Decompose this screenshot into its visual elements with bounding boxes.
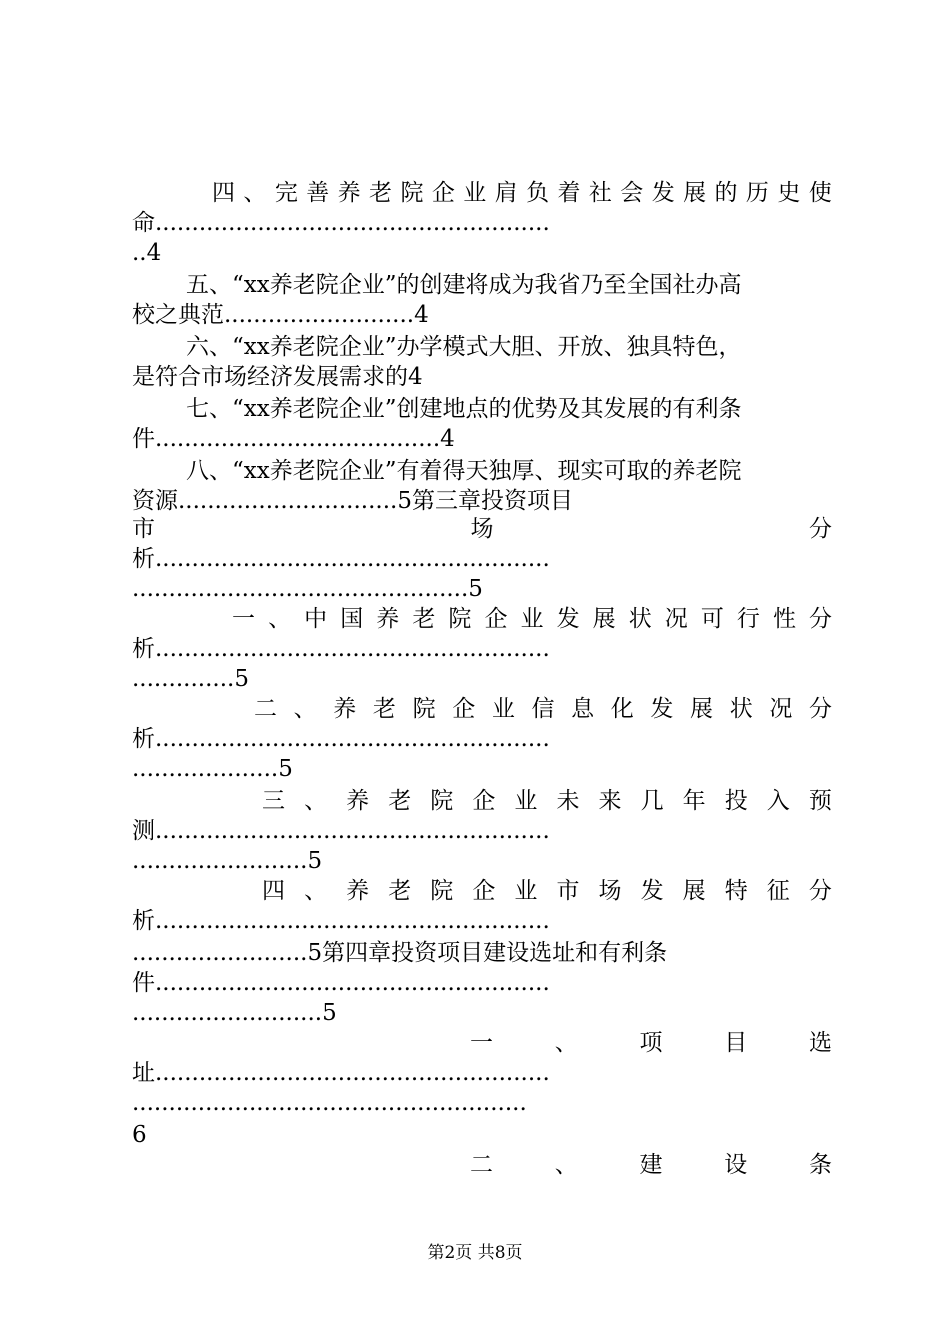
toc-3-3-line-2: 测...................................................... [132, 818, 550, 844]
toc-entry-6-line-1: 六、“xx养老院企业”办学模式大胆、开放、独具特色， [186, 334, 742, 360]
chapter-3-dots-line-2: ..............................................5 [132, 576, 483, 602]
toc-3-3-line-3: ........................5 [132, 848, 323, 874]
toc-entry-5-line-1: 五、“xx养老院企业”的创建将成为我省乃至全国社办高 [186, 272, 742, 298]
chapter-3-title-line: 市 场 分 [132, 516, 832, 542]
toc-3-1-line-1: 一 、 中 国 养 老 院 企 业 发 展 状 况 可 行 性 分 [232, 606, 832, 632]
toc-3-4-line-3: ........................5第四章投资项目建设选址和有利条 [132, 940, 668, 966]
toc-entry-5-line-2: 校之典范..........................4 [132, 302, 429, 328]
toc-entry-4-line-1: 四 、 完 善 养 老 院 企 业 肩 负 着 社 会 发 展 的 历 史 使 [212, 180, 832, 206]
toc-entry-8-line-2: 资源..............................5第三章投资项目 [132, 488, 573, 514]
chapter-4-dots-line-1: 件...................................................... [132, 970, 550, 996]
toc-3-1-line-2: 析...................................................... [132, 636, 550, 662]
toc-4-1-line-1: 一 、 项 目 选 [470, 1030, 832, 1056]
toc-4-1-line-3: ...................................................... [132, 1090, 527, 1116]
toc-3-3-line-1: 三 、 养 老 院 企 业 未 来 几 年 投 入 预 [262, 788, 832, 814]
toc-entry-4-line-3: ..4 [132, 240, 162, 266]
page-footer: 第2页 共8页 [427, 1243, 523, 1263]
toc-entry-7-line-2: 件.......................................4 [132, 426, 455, 452]
toc-entry-8-line-1: 八、“xx养老院企业”有着得天独厚、现实可取的养老院 [186, 458, 742, 484]
toc-entry-4-line-2: 命...................................................... [132, 210, 550, 236]
toc-3-1-line-3: ..............5 [132, 666, 249, 692]
toc-3-2-line-3: ....................5 [132, 756, 293, 782]
chapter-3-dots-line-1: 析...................................................... [132, 546, 550, 572]
toc-4-1-line-2: 址...................................................... [132, 1060, 550, 1086]
toc-3-2-line-2: 析...................................................... [132, 726, 550, 752]
toc-4-2-line-1: 二 、 建 设 条 [470, 1152, 832, 1178]
toc-entry-6-line-2: 是符合市场经济发展需求的4 [132, 364, 423, 390]
toc-entry-7-line-1: 七、“xx养老院企业”创建地点的优势及其发展的有利条 [186, 396, 742, 422]
chapter-4-dots-line-2: ..........................5 [132, 1000, 337, 1026]
toc-3-4-line-2: 析...................................................... [132, 908, 550, 934]
toc-3-4-line-1: 四 、 养 老 院 企 业 市 场 发 展 特 征 分 [262, 878, 832, 904]
toc-4-1-line-4: 6 [132, 1122, 147, 1148]
toc-3-2-line-1: 二 、 养 老 院 企 业 信 息 化 发 展 状 况 分 [254, 696, 832, 722]
